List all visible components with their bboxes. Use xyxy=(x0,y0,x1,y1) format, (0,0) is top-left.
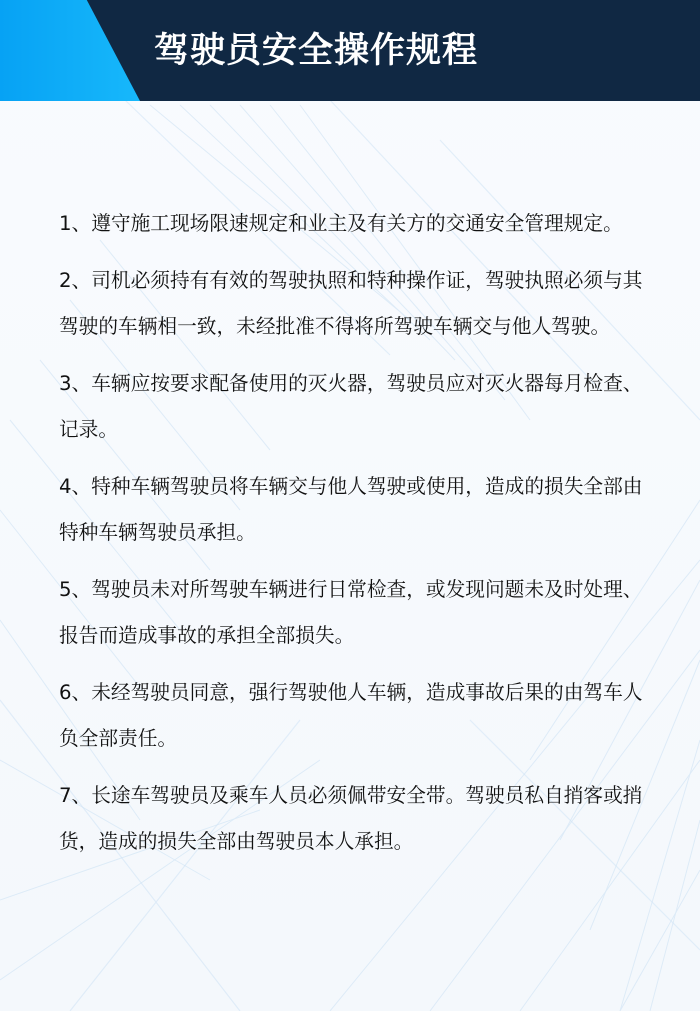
rule-item-7: 7、长途车驾驶员及乘车人员必须佩带安全带。驾驶员私自捎客或捎货，造成的损失全部由驾驶员本人承担。 xyxy=(59,784,643,853)
rule-item-1: 1、遵守施工现场限速规定和业主及有关方的交通安全管理规定。 xyxy=(59,212,623,235)
header-bar xyxy=(0,0,700,101)
rule-item-4: 4、特种车辆驾驶员将车辆交与他人驾驶或使用，造成的损失全部由特种车辆驾驶员承担。 xyxy=(59,475,643,544)
rule-item-6: 6、未经驾驶员同意，强行驾驶他人车辆，造成事故后果的由驾车人负全部责任。 xyxy=(59,681,643,750)
rule-item-3: 3、车辆应按要求配备使用的灭火器，驾驶员应对灭火器每月检查、记录。 xyxy=(59,372,643,441)
header-blue-accent xyxy=(0,0,140,101)
rule-item-5: 5、驾驶员未对所驾驶车辆进行日常检查，或发现问题未及时处理、报告而造成事故的承担全部损失。 xyxy=(59,578,643,647)
page-title: 驾驶员安全操作规程 xyxy=(154,31,479,71)
rules-list xyxy=(59,201,649,876)
rule-item-2: 2、司机必须持有有效的驾驶执照和特种操作证，驾驶执照必须与其驾驶的车辆相一致，未经批准不得将所驾驶车辆交与他人驾驶。 xyxy=(59,269,643,338)
